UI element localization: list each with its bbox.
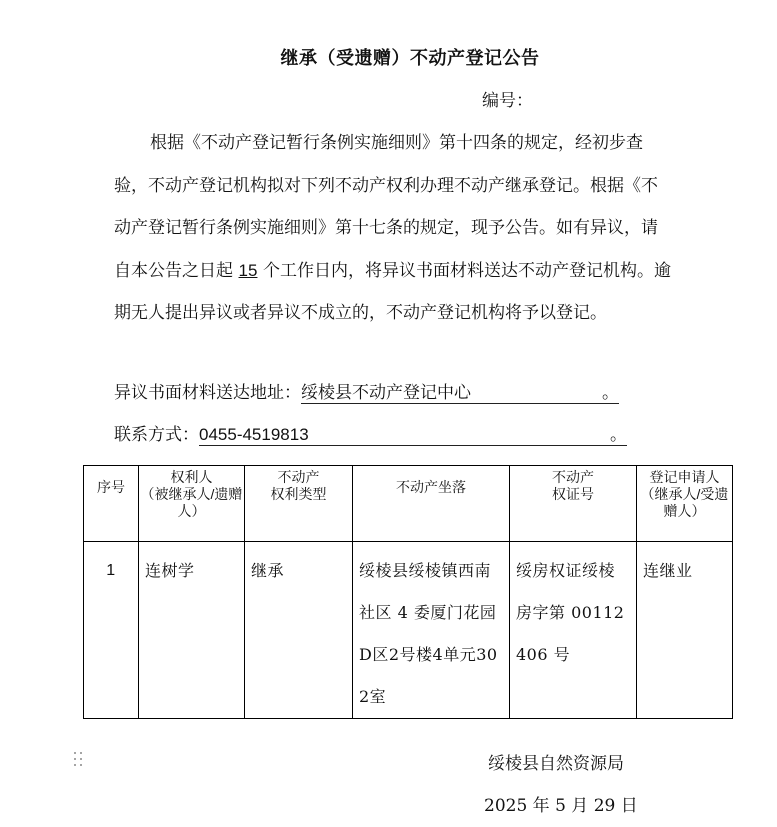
address-end-mark: 。 (602, 383, 619, 403)
header-applicant: 登记申请人 （继承人/受遗赠人） (637, 466, 733, 542)
drag-handle-icon[interactable] (73, 751, 85, 769)
paragraph-text-after-days: 个工作日内，将异议书面材料送达不动产登记机构。逾期无人提出异议或者异议不成立的，不动产登记机构将予以登记。 (114, 260, 671, 323)
contact-value: 0455-4519813 (199, 425, 309, 444)
header-certificate-number: 不动产 权证号 (510, 466, 637, 542)
address-label: 异议书面材料送达地址： (114, 383, 301, 403)
header-right-type: 不动产 权利类型 (245, 466, 353, 542)
issuing-organization: 绥棱县自然资源局 (488, 754, 624, 774)
notice-paragraph (114, 122, 674, 335)
issue-date: 2025 年 5 月 29 日 (484, 796, 638, 816)
paragraph-text-before-days: 根据《不动产登记暂行条例实施细则》第十四条的规定，经初步查验，不动产登记机构拟对下列不动产权利办理不动产继承登记。根据《不动产登记暂行条例实施细则》第十七条的规定，现予公告。如有异议，请自本公告之日起 (114, 133, 658, 281)
cell-location: 绥棱县绥棱镇西南社区 4 委厦门花园D区2号楼4单元302室 (353, 542, 510, 719)
table-row (84, 542, 733, 719)
address-value: 绥棱县不动产登记中心 (301, 383, 471, 403)
serial-number-label: 编号： (482, 91, 533, 111)
header-location: 不动产坐落 (353, 466, 510, 542)
contact-end-mark: 。 (610, 425, 627, 445)
cell-certificate-number: 绥房权证绥棱房字第 00112406 号 (510, 542, 637, 719)
notice-title: 继承（受遗赠）不动产登记公告 (280, 48, 540, 69)
objection-days: 15 (238, 260, 258, 280)
cell-right-type: 继承 (245, 542, 353, 719)
cell-right-holder: 连树学 (139, 542, 245, 719)
cell-index: 1 (84, 542, 139, 719)
contact-label: 联系方式： (114, 425, 199, 445)
registration-table (83, 465, 733, 719)
contact-line (114, 420, 627, 446)
header-index: 序号 (84, 466, 139, 542)
address-underline (301, 383, 619, 404)
address-line (114, 378, 619, 404)
contact-underline (199, 425, 627, 446)
header-right-holder: 权利人 （被继承人/遗赠人） (139, 466, 245, 542)
table-header-row (84, 466, 733, 542)
cell-applicant: 连继业 (637, 542, 733, 719)
